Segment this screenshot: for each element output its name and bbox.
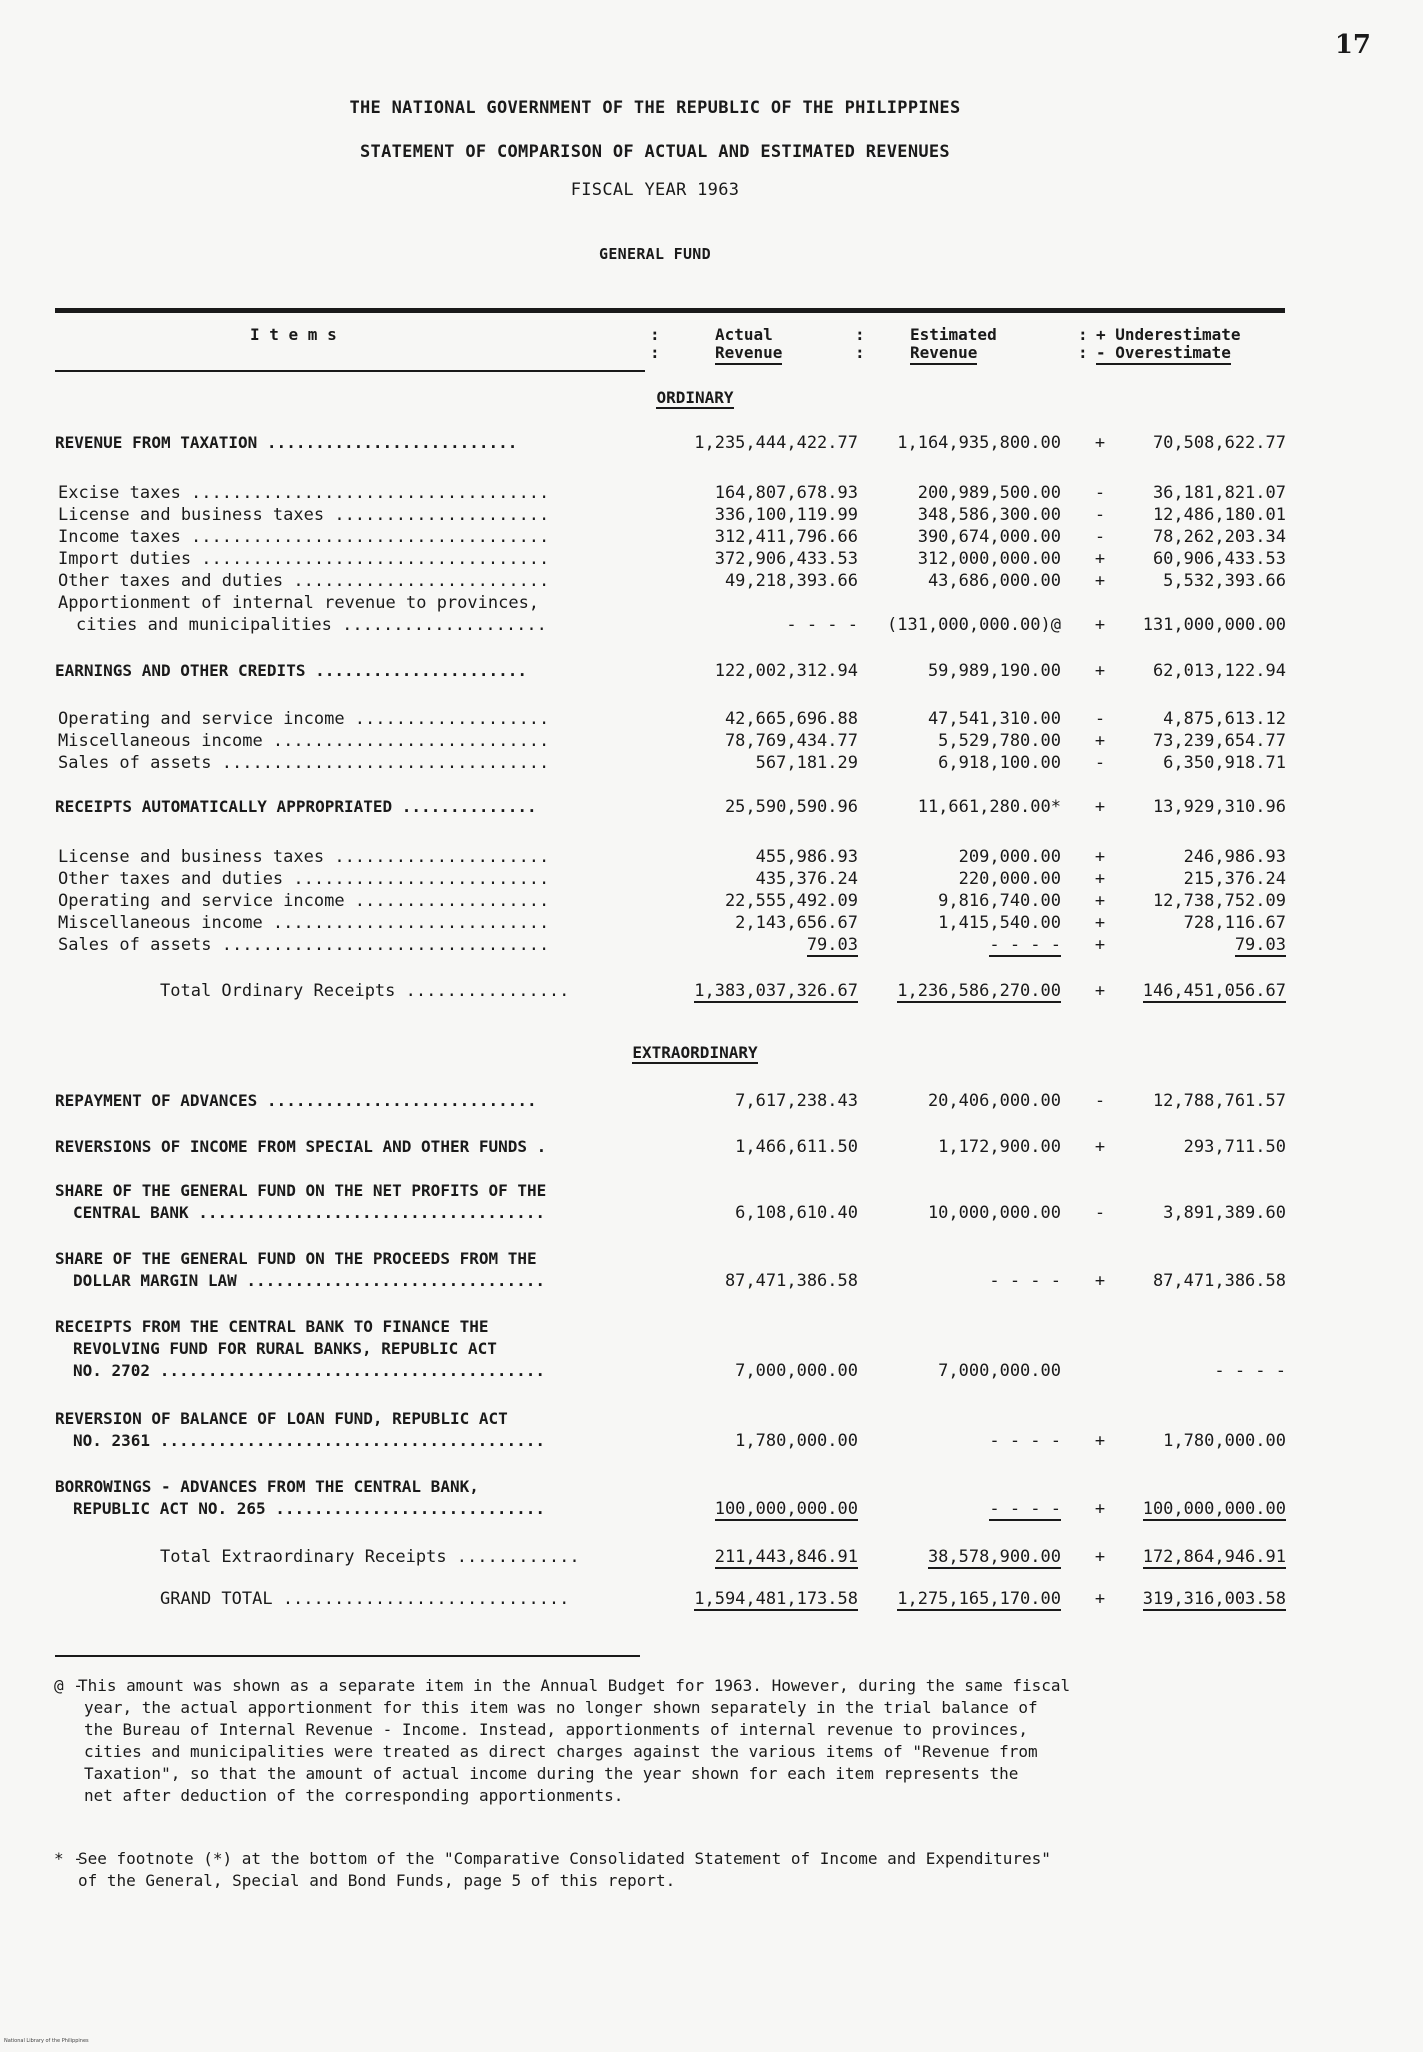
estimated-revenue-value: 20,406,000.00 xyxy=(927,1091,1061,1111)
row-label-line: GRAND TOTAL ............................ xyxy=(160,1589,570,1609)
row-label xyxy=(58,504,648,526)
row-label-line: RECEIPTS AUTOMATICALLY APPROPRIATED .............. xyxy=(55,797,537,816)
row-label-line: REVERSIONS OF INCOME FROM SPECIAL AND OTHER FUNDS . xyxy=(55,1137,547,1156)
row-label-line: REPAYMENT OF ADVANCES ............................ xyxy=(55,1091,537,1110)
row-label-line: BORROWINGS - ADVANCES FROM THE CENTRAL BANK, xyxy=(55,1477,479,1496)
row-label-line: DOLLAR MARGIN LAW ............................... xyxy=(73,1271,546,1290)
difference-sign: - xyxy=(1094,709,1106,729)
actual-revenue-value: 164,807,678.93 xyxy=(714,483,858,503)
column-separator: : : xyxy=(650,325,660,362)
page-number: 17 xyxy=(1334,30,1371,60)
footnote-apportionment xyxy=(54,1675,1298,1807)
row-label xyxy=(55,432,645,454)
actual-revenue-value: 78,769,434.77 xyxy=(724,731,858,751)
difference-sign: + xyxy=(1094,1589,1106,1609)
row-label xyxy=(58,570,648,592)
estimated-revenue-value: 348,586,300.00 xyxy=(917,505,1061,525)
difference-value: 3,891,389.60 xyxy=(1163,1203,1286,1223)
row-label-line: Operating and service income ................... xyxy=(58,709,550,729)
row-label-line: REVOLVING FUND FOR RURAL BANKS, REPUBLIC ACT xyxy=(73,1339,497,1358)
actual-revenue-value: 6,108,610.40 xyxy=(735,1203,858,1223)
row-label-line: REVENUE FROM TAXATION .......................... xyxy=(55,433,518,452)
estimated-revenue-value: 1,236,586,270.00 xyxy=(897,981,1061,1001)
row-label xyxy=(58,752,648,774)
row-label xyxy=(55,1316,645,1382)
actual-revenue-value: 79.03 xyxy=(806,935,858,955)
actual-revenue-value: - - - - xyxy=(786,615,858,635)
difference-value: 87,471,386.58 xyxy=(1152,1271,1286,1291)
estimated-revenue-value: 38,578,900.00 xyxy=(927,1547,1061,1567)
column-separator: : : xyxy=(855,325,865,362)
difference-sign: + xyxy=(1094,549,1106,569)
estimated-revenue-value: 1,415,540.00 xyxy=(938,913,1061,933)
row-label-line: REPUBLIC ACT NO. 265 ............................ xyxy=(73,1499,546,1518)
difference-sign: + xyxy=(1094,869,1106,889)
row-label-line: Sales of assets ................................ xyxy=(58,935,550,955)
difference-sign: + xyxy=(1094,913,1106,933)
estimated-revenue-value: - - - - xyxy=(989,1271,1061,1291)
footnote-line: net after deduction of the corresponding apportionments. xyxy=(84,1786,624,1805)
estimated-revenue-value: 10,000,000.00 xyxy=(927,1203,1061,1223)
actual-revenue-value: 25,590,590.96 xyxy=(724,797,858,817)
section-extraordinary: EXTRAORDINARY xyxy=(632,1043,758,1062)
row-label xyxy=(55,1476,645,1520)
actual-revenue-value: 312,411,796.66 xyxy=(714,527,858,547)
difference-sign: + xyxy=(1094,661,1106,681)
row-label-line: SHARE OF THE GENERAL FUND ON THE NET PROFITS OF THE xyxy=(55,1181,547,1200)
difference-sign: + xyxy=(1094,1547,1106,1567)
actual-revenue-value: 1,466,611.50 xyxy=(735,1137,858,1157)
actual-revenue-value: 372,906,433.53 xyxy=(714,549,858,569)
row-label-line: License and business taxes ..................... xyxy=(58,847,550,867)
row-label-line: Excise taxes ................................... xyxy=(58,483,550,503)
row-label xyxy=(58,482,648,504)
difference-value: 6,350,918.71 xyxy=(1163,753,1286,773)
difference-sign: + xyxy=(1094,571,1106,591)
difference-sign: + xyxy=(1094,615,1106,635)
estimated-revenue-value: 200,989,500.00 xyxy=(917,483,1061,503)
row-label-line: Other taxes and duties ......................... xyxy=(58,869,550,889)
estimated-revenue-value: - - - - xyxy=(989,935,1061,955)
row-label-line: EARNINGS AND OTHER CREDITS ...................... xyxy=(55,661,528,680)
estimated-revenue-value: 11,661,280.00* xyxy=(917,797,1061,817)
difference-value: 12,788,761.57 xyxy=(1152,1091,1286,1111)
row-label xyxy=(58,868,648,890)
section-ordinary: ORDINARY xyxy=(656,388,734,407)
row-label-line: CENTRAL BANK .................................... xyxy=(73,1203,546,1222)
actual-revenue-value: 87,471,386.58 xyxy=(724,1271,858,1291)
items-header-rule xyxy=(55,370,645,372)
difference-value: 215,376.24 xyxy=(1183,869,1286,889)
row-label-line: Apportionment of internal revenue to provinces, xyxy=(58,593,540,613)
actual-revenue-value: 1,780,000.00 xyxy=(735,1431,858,1451)
difference-sign: + xyxy=(1094,847,1106,867)
estimated-revenue-value: 43,686,000.00 xyxy=(927,571,1061,591)
row-label xyxy=(58,708,648,730)
footnote-line: of the General, Special and Bond Funds, page 5 of this report. xyxy=(78,1871,676,1890)
row-label xyxy=(58,890,648,912)
difference-value: 100,000,000.00 xyxy=(1142,1499,1286,1519)
row-label-line: License and business taxes ..................... xyxy=(58,505,550,525)
row-label xyxy=(55,1408,645,1452)
difference-value: 12,738,752.09 xyxy=(1152,891,1286,911)
row-label xyxy=(55,1248,645,1292)
estimated-revenue-value: 1,172,900.00 xyxy=(938,1137,1061,1157)
difference-value: - - - - xyxy=(1214,1361,1286,1381)
difference-value: 146,451,056.67 xyxy=(1142,981,1286,1001)
actual-revenue-value: 1,235,444,422.77 xyxy=(694,433,858,453)
footnote-line: the Bureau of Internal Revenue - Income. Instead, apportionments of internal revenue to provinces, xyxy=(84,1720,1029,1739)
row-label-line: Miscellaneous income ........................... xyxy=(58,913,550,933)
row-label-line: Income taxes ................................... xyxy=(58,527,550,547)
actual-revenue-value: 49,218,393.66 xyxy=(724,571,858,591)
row-label xyxy=(55,1090,645,1112)
header-fiscal-year: FISCAL YEAR 1963 xyxy=(570,180,740,200)
estimated-revenue-value: 6,918,100.00 xyxy=(938,753,1061,773)
footnote-line: year, the actual apportionment for this item was no longer shown separately in the trial balance of xyxy=(84,1698,1038,1717)
table-top-rule xyxy=(55,308,1285,313)
row-label xyxy=(58,912,648,934)
difference-value: 728,116.67 xyxy=(1183,913,1286,933)
estimated-revenue-value: - - - - xyxy=(989,1499,1061,1519)
row-label-line: Import duties .................................. xyxy=(58,549,550,569)
difference-value: 131,000,000.00 xyxy=(1142,615,1286,635)
actual-revenue-value: 2,143,656.67 xyxy=(735,913,858,933)
row-label-line: NO. 2702 ........................................ xyxy=(73,1361,546,1380)
estimated-revenue-value: 1,164,935,800.00 xyxy=(897,433,1061,453)
row-label xyxy=(55,1180,645,1224)
difference-sign: - xyxy=(1094,527,1106,547)
estimated-revenue-value: 220,000.00 xyxy=(958,869,1061,889)
difference-value: 293,711.50 xyxy=(1183,1137,1286,1157)
difference-sign: - xyxy=(1094,753,1106,773)
actual-revenue-value: 22,555,492.09 xyxy=(724,891,858,911)
actual-revenue-value: 7,000,000.00 xyxy=(735,1361,858,1381)
difference-value: 1,780,000.00 xyxy=(1163,1431,1286,1451)
difference-sign: + xyxy=(1094,433,1106,453)
row-label-line: Total Extraordinary Receipts ............ xyxy=(160,1547,580,1567)
row-label xyxy=(58,846,648,868)
footnote-mark: * - xyxy=(54,1849,83,1868)
difference-sign: + xyxy=(1094,731,1106,751)
difference-sign: + xyxy=(1094,1271,1106,1291)
difference-value: 4,875,613.12 xyxy=(1163,709,1286,729)
row-label xyxy=(58,592,648,636)
difference-sign: - xyxy=(1094,1091,1106,1111)
actual-revenue-value: 336,100,119.99 xyxy=(714,505,858,525)
actual-revenue-value: 211,443,846.91 xyxy=(714,1547,858,1567)
column-separator: : : xyxy=(1078,325,1088,362)
footnote-line: See footnote (*) at the bottom of the "Comparative Consolidated Statement of Income and Expenditures" xyxy=(78,1849,1051,1868)
difference-value: 172,864,946.91 xyxy=(1142,1547,1286,1567)
difference-value: 73,239,654.77 xyxy=(1152,731,1286,751)
column-header-items: I t e m s xyxy=(250,325,337,344)
actual-revenue-value: 435,376.24 xyxy=(755,869,858,889)
header-fund: GENERAL FUND xyxy=(599,245,711,263)
difference-value: 79.03 xyxy=(1234,935,1286,955)
header-government: THE NATIONAL GOVERNMENT OF THE REPUBLIC OF THE PHILIPPINES xyxy=(349,98,961,118)
difference-sign: + xyxy=(1094,981,1106,1001)
row-label xyxy=(58,548,648,570)
footnote-see-page xyxy=(54,1848,1298,1892)
difference-sign: - xyxy=(1094,483,1106,503)
column-header-difference: + Underestimate - Overestimate xyxy=(1096,326,1241,362)
difference-value: 60,906,433.53 xyxy=(1152,549,1286,569)
row-label xyxy=(58,934,648,956)
column-header-estimated: Estimated Revenue xyxy=(910,326,997,362)
row-label-line: RECEIPTS FROM THE CENTRAL BANK TO FINANCE THE xyxy=(55,1317,489,1336)
difference-sign: + xyxy=(1094,797,1106,817)
estimated-revenue-value: 209,000.00 xyxy=(958,847,1061,867)
estimated-revenue-value: - - - - xyxy=(989,1431,1061,1451)
estimated-revenue-value: 390,674,000.00 xyxy=(917,527,1061,547)
estimated-revenue-value: (131,000,000.00)@ xyxy=(887,615,1061,635)
difference-value: 13,929,310.96 xyxy=(1152,797,1286,817)
row-label xyxy=(55,660,645,682)
footnote-line: Taxation", so that the amount of actual income during the year shown for each item represents the xyxy=(84,1764,1019,1783)
actual-revenue-value: 1,383,037,326.67 xyxy=(694,981,858,1001)
row-label xyxy=(55,796,645,818)
row-label xyxy=(55,1136,645,1158)
row-label xyxy=(58,526,648,548)
difference-sign: - xyxy=(1094,1203,1106,1223)
estimated-revenue-value: 9,816,740.00 xyxy=(938,891,1061,911)
actual-revenue-value: 122,002,312.94 xyxy=(714,661,858,681)
row-label-line: Sales of assets ................................ xyxy=(58,753,550,773)
actual-revenue-value: 455,986.93 xyxy=(755,847,858,867)
row-label-line: NO. 2361 ........................................ xyxy=(73,1431,546,1450)
row-label-line: Miscellaneous income ........................... xyxy=(58,731,550,751)
difference-sign: + xyxy=(1094,935,1106,955)
difference-sign: + xyxy=(1094,1431,1106,1451)
footnote-mark: @ - xyxy=(54,1676,83,1695)
estimated-revenue-value: 47,541,310.00 xyxy=(927,709,1061,729)
row-label-line: Operating and service income ................... xyxy=(58,891,550,911)
difference-sign: + xyxy=(1094,1137,1106,1157)
difference-value: 5,532,393.66 xyxy=(1163,571,1286,591)
difference-value: 70,508,622.77 xyxy=(1152,433,1286,453)
estimated-revenue-value: 312,000,000.00 xyxy=(917,549,1061,569)
difference-value: 12,486,180.01 xyxy=(1152,505,1286,525)
column-header-actual: Actual Revenue xyxy=(715,326,782,362)
actual-revenue-value: 42,665,696.88 xyxy=(724,709,858,729)
scan-credit: National Library of the Philippines xyxy=(4,2038,89,2044)
header-statement-title: STATEMENT OF COMPARISON OF ACTUAL AND ESTIMATED REVENUES xyxy=(360,142,950,162)
estimated-revenue-value: 1,275,165,170.00 xyxy=(897,1589,1061,1609)
footnote-line: cities and municipalities were treated as direct charges against the various items of "Revenue from xyxy=(84,1742,1038,1761)
actual-revenue-value: 100,000,000.00 xyxy=(714,1499,858,1519)
row-label xyxy=(58,730,648,752)
row-label-line: Other taxes and duties ......................... xyxy=(58,571,550,591)
row-label-line: Total Ordinary Receipts ................ xyxy=(160,981,570,1001)
row-label-line: REVERSION OF BALANCE OF LOAN FUND, REPUBLIC ACT xyxy=(55,1409,508,1428)
difference-sign: + xyxy=(1094,1499,1106,1519)
difference-value: 319,316,003.58 xyxy=(1142,1589,1286,1609)
actual-revenue-value: 7,617,238.43 xyxy=(735,1091,858,1111)
actual-revenue-value: 1,594,481,173.58 xyxy=(694,1589,858,1609)
row-label-line: cities and municipalities .................... xyxy=(76,615,547,635)
actual-revenue-value: 567,181.29 xyxy=(755,753,858,773)
estimated-revenue-value: 5,529,780.00 xyxy=(938,731,1061,751)
footnote-rule xyxy=(55,1655,640,1657)
difference-value: 36,181,821.07 xyxy=(1152,483,1286,503)
estimated-revenue-value: 59,989,190.00 xyxy=(927,661,1061,681)
difference-value: 246,986.93 xyxy=(1183,847,1286,867)
footnote-line: This amount was shown as a separate item in the Annual Budget for 1963. However, during the same fiscal xyxy=(78,1676,1071,1695)
difference-sign: - xyxy=(1094,505,1106,525)
estimated-revenue-value: 7,000,000.00 xyxy=(938,1361,1061,1381)
difference-value: 62,013,122.94 xyxy=(1152,661,1286,681)
row-label-line: SHARE OF THE GENERAL FUND ON THE PROCEEDS FROM THE xyxy=(55,1249,537,1268)
difference-sign: + xyxy=(1094,891,1106,911)
difference-value: 78,262,203.34 xyxy=(1152,527,1286,547)
